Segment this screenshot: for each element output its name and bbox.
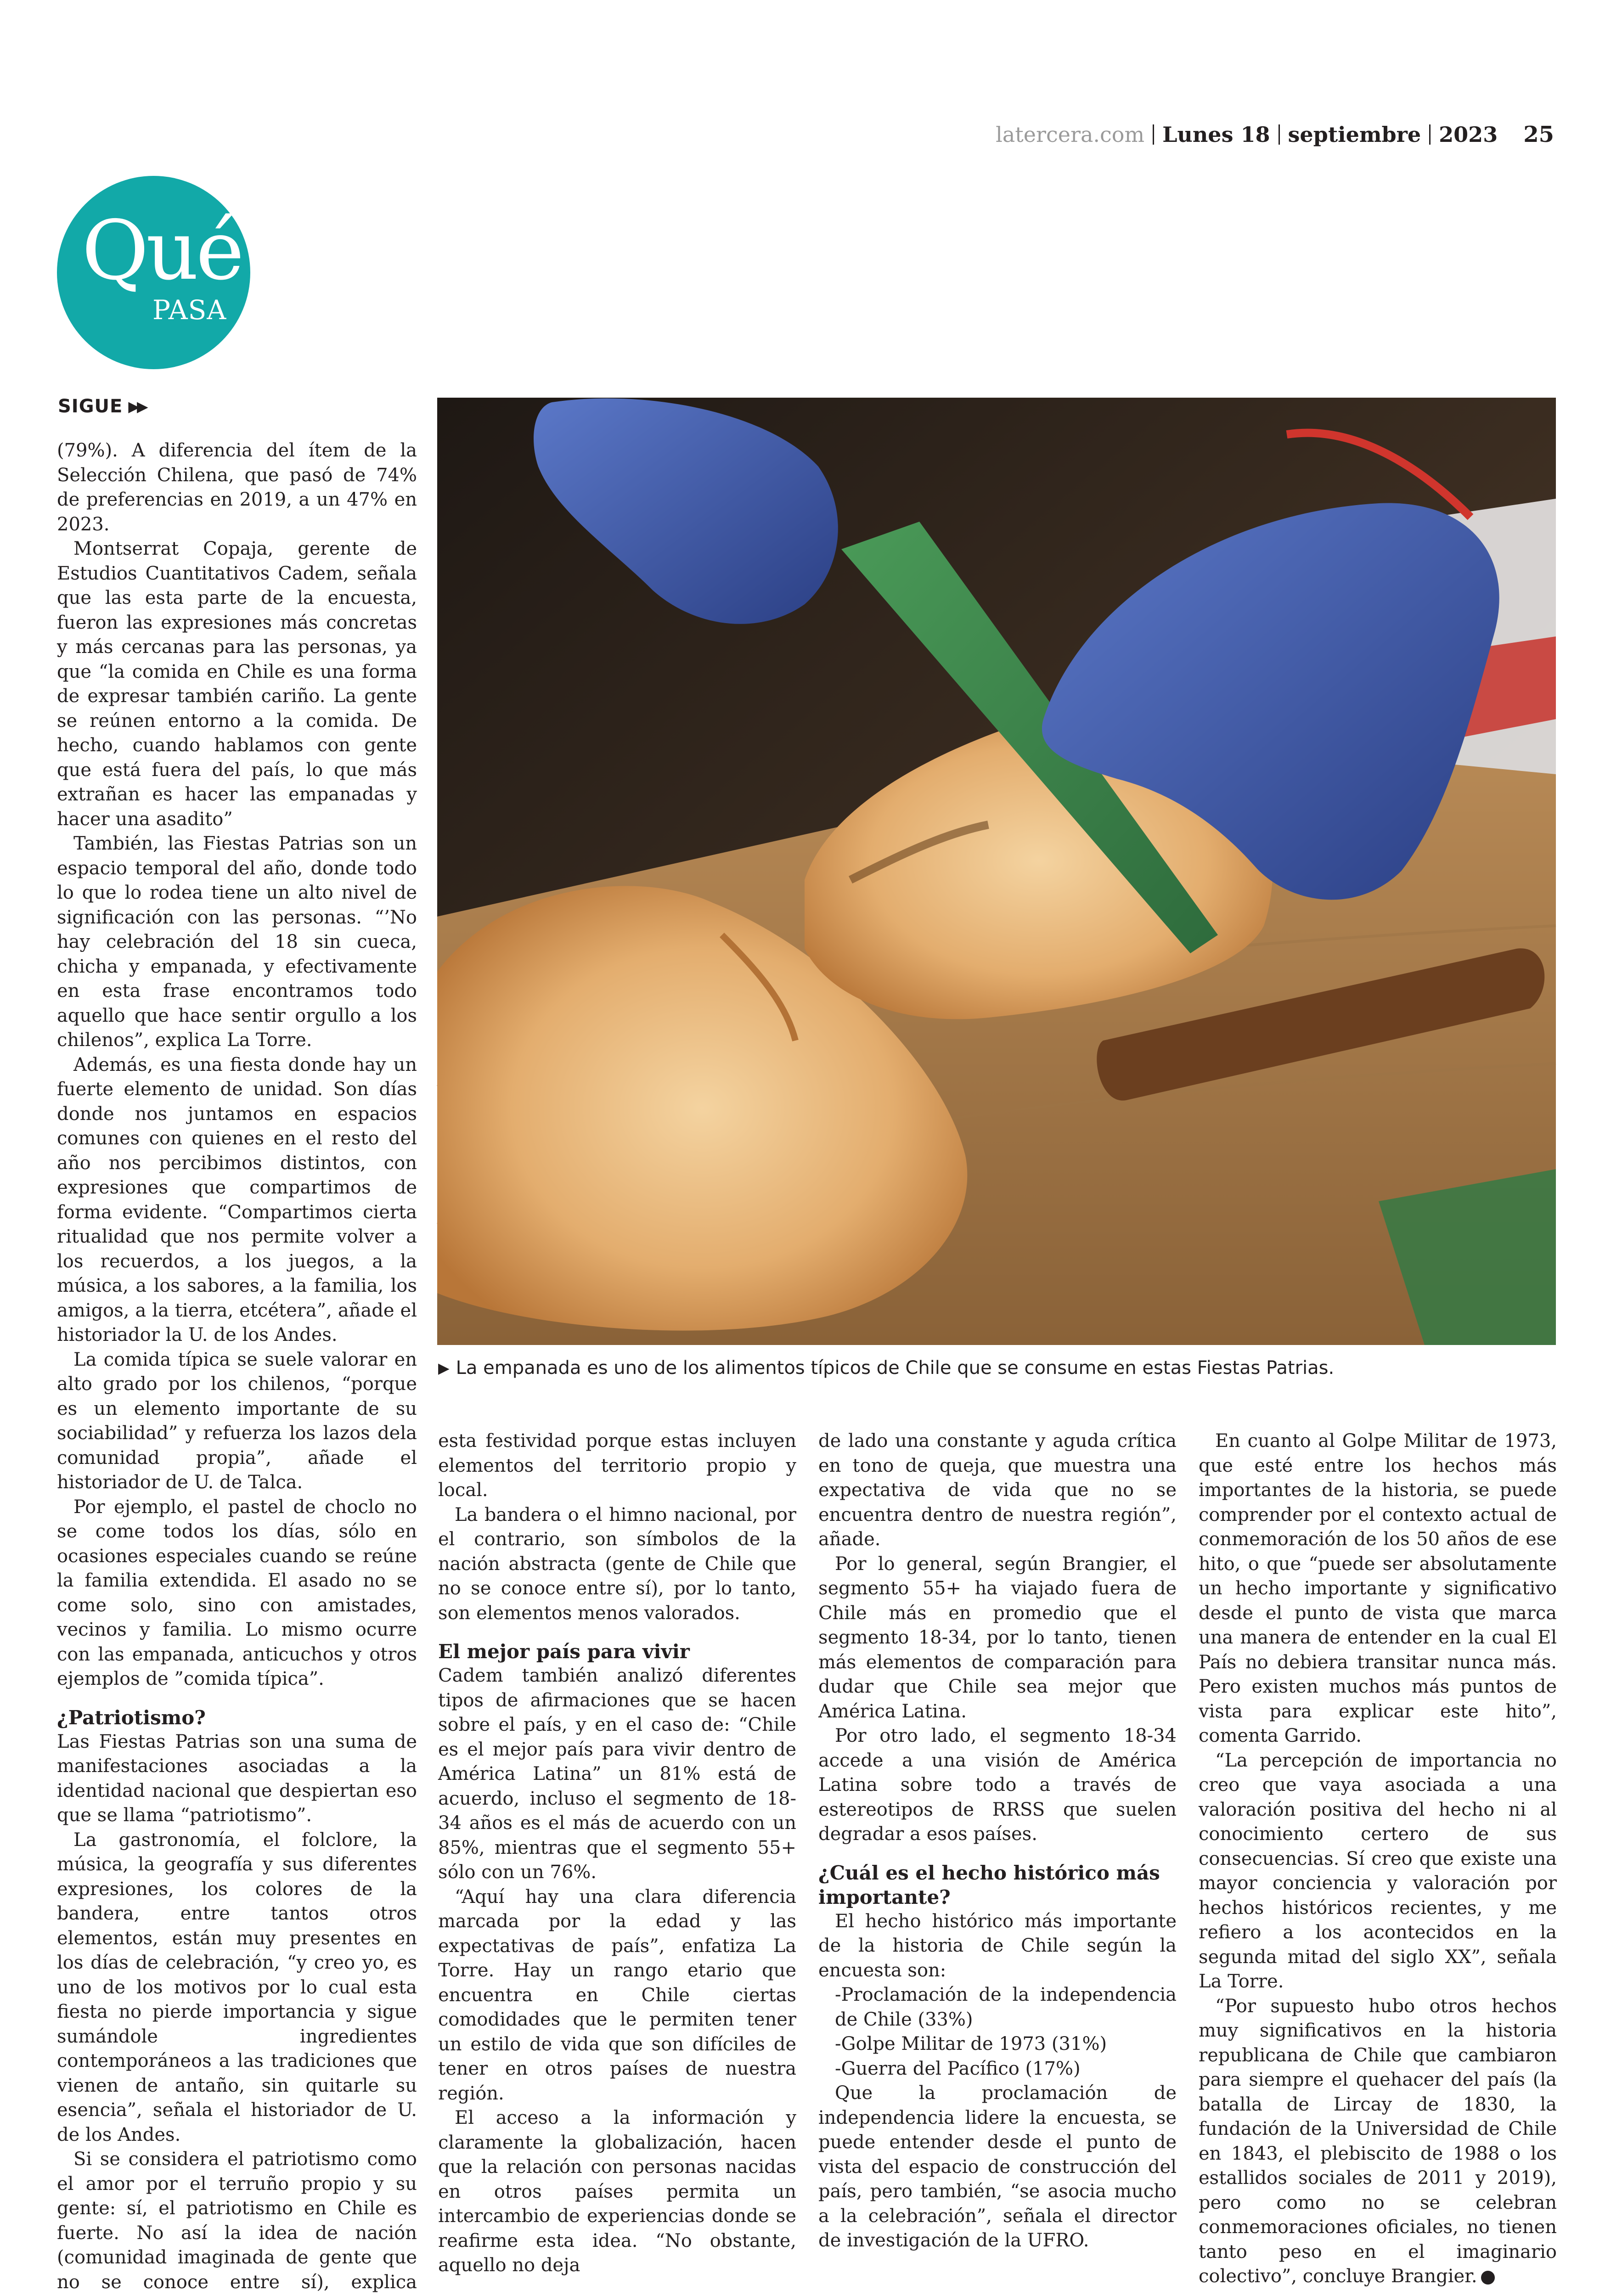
paragraph: Cadem también analizó diferentes tipos de afirmaciones que se hacen sobre el país, y en el caso de: “Chile es el mejor país para vivir dentro de América Latina” un 81% está de acuerdo, incluso el segmento de 18-34 años es el más de acuerdo con un 85%, mientras que el segmento 55+ sólo con un 76%. <box>438 1665 796 1883</box>
kicker-label: SIGUE <box>58 396 123 417</box>
paragraph: Que la proclamación de independencia lidere la encuesta, se puede entender desde el punto de vista del espacio de construcción del país, pero también, “se asocia mucho a la celebración”, señala el director de investigación de la UFRO. <box>818 2082 1177 2251</box>
paragraph: Además, es una fiesta donde hay un fuerte elemento de unidad. Son días donde nos juntamos en espacios comunes con quienes en el resto del año nos percibimos distintos, con expresiones que compartimos de forma evidente. “Compartimos cierta ritualidad que nos permite volver a los recuerdos, a los juegos, a la música, a los sabores, a la familia, los amigos, a la tierra, etcétera”, añade el historiador la U. de los Andes. <box>57 1054 417 1345</box>
paragraph: “La percepción de importancia no creo que vaya asociada a una valoración positiva del hecho ni al conocimiento certero de sus consecuencias. Sí creo que existe una mayor conciencia y valoración por hechos históricos recientes, y me refiero a los acontecidos en la segunda mitad del siglo XX”, señala La Torre. <box>1199 1750 1557 1992</box>
paragraph-text: “Por supuesto hubo otros hechos muy significativos en la historia republicana de Chile que cambiaron para siempre el quehacer del país (la batalla de Lircay de 1830, la fundación de la Universidad de Chile en 1843, el plebiscito de 1988 o los estallidos sociales de 2011 y 2019), pero como no se celebran conmemoraciones oficiales, no tienen tanto peso en el imaginario colectivo”, concluye Brangier. <box>1199 1995 1557 2287</box>
date-month: septiembre <box>1288 122 1421 147</box>
paragraph: Las Fiestas Patrias son una suma de manifestaciones asociadas a la identidad nacional que despiertan eso que se llama “patriotismo”. <box>57 1731 417 1826</box>
header-divider <box>1153 124 1154 145</box>
article-column-3 <box>818 1429 1177 2253</box>
header-divider <box>1429 124 1431 145</box>
paragraph-final <box>1199 1994 1557 2289</box>
article-column-4 <box>1199 1429 1557 2289</box>
paragraph: Por lo general, según Brangier, el segmento 55+ ha viajado fuera de Chile más en promedio que el segmento 18-34, por lo tanto, tienen más elementos de comparación para dudar que Chile sea mejor que América Latina. <box>818 1553 1177 1722</box>
subheading: El mejor país para vivir <box>438 1640 690 1663</box>
paragraph: La bandera o el himno nacional, por el contrario, son símbolos de la nación abstracta (gente de Chile que no se conoce entre sí), por lo tanto, son elementos menos valorados. <box>438 1504 796 1624</box>
logo-que-text: Qué <box>82 203 242 298</box>
paragraph: También, las Fiestas Patrias son un espacio temporal del año, donde todo lo que lo rodea tiene un alto nivel de significación con las personas. “’No hay celebración del 18 sin cueca, chicha y empanada, y efectivamente en esta frase encontramos todo aquello que hace sentir orgullo a los chilenos”, explica La Torre. <box>57 833 417 1051</box>
paragraph: “Aquí hay una clara diferencia marcada por la edad y las expectativas de país”, enfatiza La Torre. Hay un rango etario que encuentra en Chile ciertas comodidades que le permiten tener un estilo de vida que son difíciles de tener en otros países de nuestra región. <box>438 1886 796 2104</box>
photo-caption <box>438 1357 1554 1379</box>
date-year: 2023 <box>1439 122 1498 147</box>
paragraph: Si se considera el patriotismo como el amor por el terruño propio y su gente: sí, el patriotismo en Chile es fuerte. No así la idea de nación (comunidad imaginada de gente que no se conoce entre sí), explica <box>57 2149 417 2293</box>
paragraph: Por ejemplo, el pastel de choclo no se come todos los días, sólo en ocasiones especiales cuando se reúne la familia extendida. El asado no se come solo, sino con amistades, vecinos y familia. Lo mismo ocurre con las empanada, anticuchos y otros ejemplos de ”comida típica”. <box>57 1496 417 1689</box>
paragraph: de lado una constante y aguda crítica en tono de queja, que muestra una expectativa de vida que no se encuentra dentro de nuestra región”, añade. <box>818 1430 1177 1550</box>
paragraph: En cuanto al Golpe Militar de 1973, que esté entre los hechos más importantes de la historia, se puede comprender por el contexto actual de conmemoración de los 50 años de ese hito, o que “puede ser absolutamente un hecho importante y significativo desde el punto de vista que marca una manera de entender en la cual El País no debiera transitar nunca más. Pero existen muchos más puntos de vista para explicar este hito”, comenta Garrido. <box>1199 1430 1557 1746</box>
list-item: -Proclamación de la independencia de Chile (33%) <box>835 1984 1177 2030</box>
photo-empanada-icon <box>437 398 1556 1345</box>
subheading: ¿Patriotismo? <box>57 1706 206 1729</box>
caption-text: La empanada es uno de los alimentos típicos de Chile que se consume en estas Fiestas Patrias. <box>456 1357 1335 1379</box>
article-column-2 <box>438 1429 796 2278</box>
header-divider <box>1279 124 1280 145</box>
paragraph: La gastronomía, el folclore, la música, la geografía y sus diferentes expresiones, los colores de la bandera, entre tantos otros elementos, están muy presentes en los días de celebración, “y creo yo, es uno de los motivos por lo cual esta fiesta no pierde importancia y sigue sumándole ingredientes contemporáneos a las tradiciones que vienen de antaño, sin quitarle su esencia”, señala el historiador de U. de los Andes. <box>57 1829 417 2145</box>
list-item: -Golpe Militar de 1973 (31%) <box>835 2033 1107 2054</box>
caption-arrow-icon: ▶ <box>438 1359 450 1377</box>
site-name: latercera.com <box>996 122 1145 147</box>
paragraph: Montserrat Copaja, gerente de Estudios Cuantitativos Cadem, señala que las esta parte de la encuesta, fueron las expresiones más concretas y más cercanas para las personas, ya que “la comida en Chile es una forma de expresar también cariño. La gente se reúnen entorno a la comida. De hecho, cuando hablamos con gente que está fuera del país, lo que más extrañan es hacer las empanadas y hacer una asadito” <box>57 538 417 830</box>
paragraph: Por otro lado, el segmento 18-34 accede a una visión de América Latina sobre todo a través de estereotipos de RRSS que suelen degradar a esos países. <box>818 1725 1177 1845</box>
list-item: -Guerra del Pacífico (17%) <box>835 2058 1081 2079</box>
paragraph: (79%). A diferencia del ítem de la Selección Chilena, que pasó de 74% de preferencias en 2019, a un 47% en 2023. <box>57 440 417 535</box>
end-mark-icon <box>1481 2271 1495 2285</box>
logo-pasa-text: PASA <box>152 294 227 326</box>
article-column-1 <box>57 439 417 2296</box>
que-pasa-logo <box>57 176 250 369</box>
page-header <box>996 118 1554 151</box>
section-kicker <box>58 396 146 417</box>
double-arrow-icon: ▶▶ <box>128 398 146 415</box>
paragraph: esta festividad porque estas incluyen elementos del territorio propio y local. <box>438 1430 796 1501</box>
paragraph: La comida típica se suele valorar en alto grado por los chilenos, “porque es un elemento importante de su sociabilidad” y refuerza los lazos dela comunidad propia”, añade el historiador de U. de Talca. <box>57 1349 417 1493</box>
subheading: ¿Cuál es el hecho histórico más importante? <box>818 1861 1160 1908</box>
page-number: 25 <box>1523 122 1554 147</box>
paragraph: El hecho histórico más importante de la historia de Chile según la encuesta son: <box>818 1910 1177 1981</box>
date-day: Lunes 18 <box>1162 122 1270 147</box>
paragraph: El acceso a la información y claramente la globalización, hacen que la relación con personas nacidas en otros países permita un intercambio de experiencias donde se reafirme esta idea. “No obstante, aquello no deja <box>438 2107 796 2276</box>
empanada-photo <box>437 398 1556 1345</box>
